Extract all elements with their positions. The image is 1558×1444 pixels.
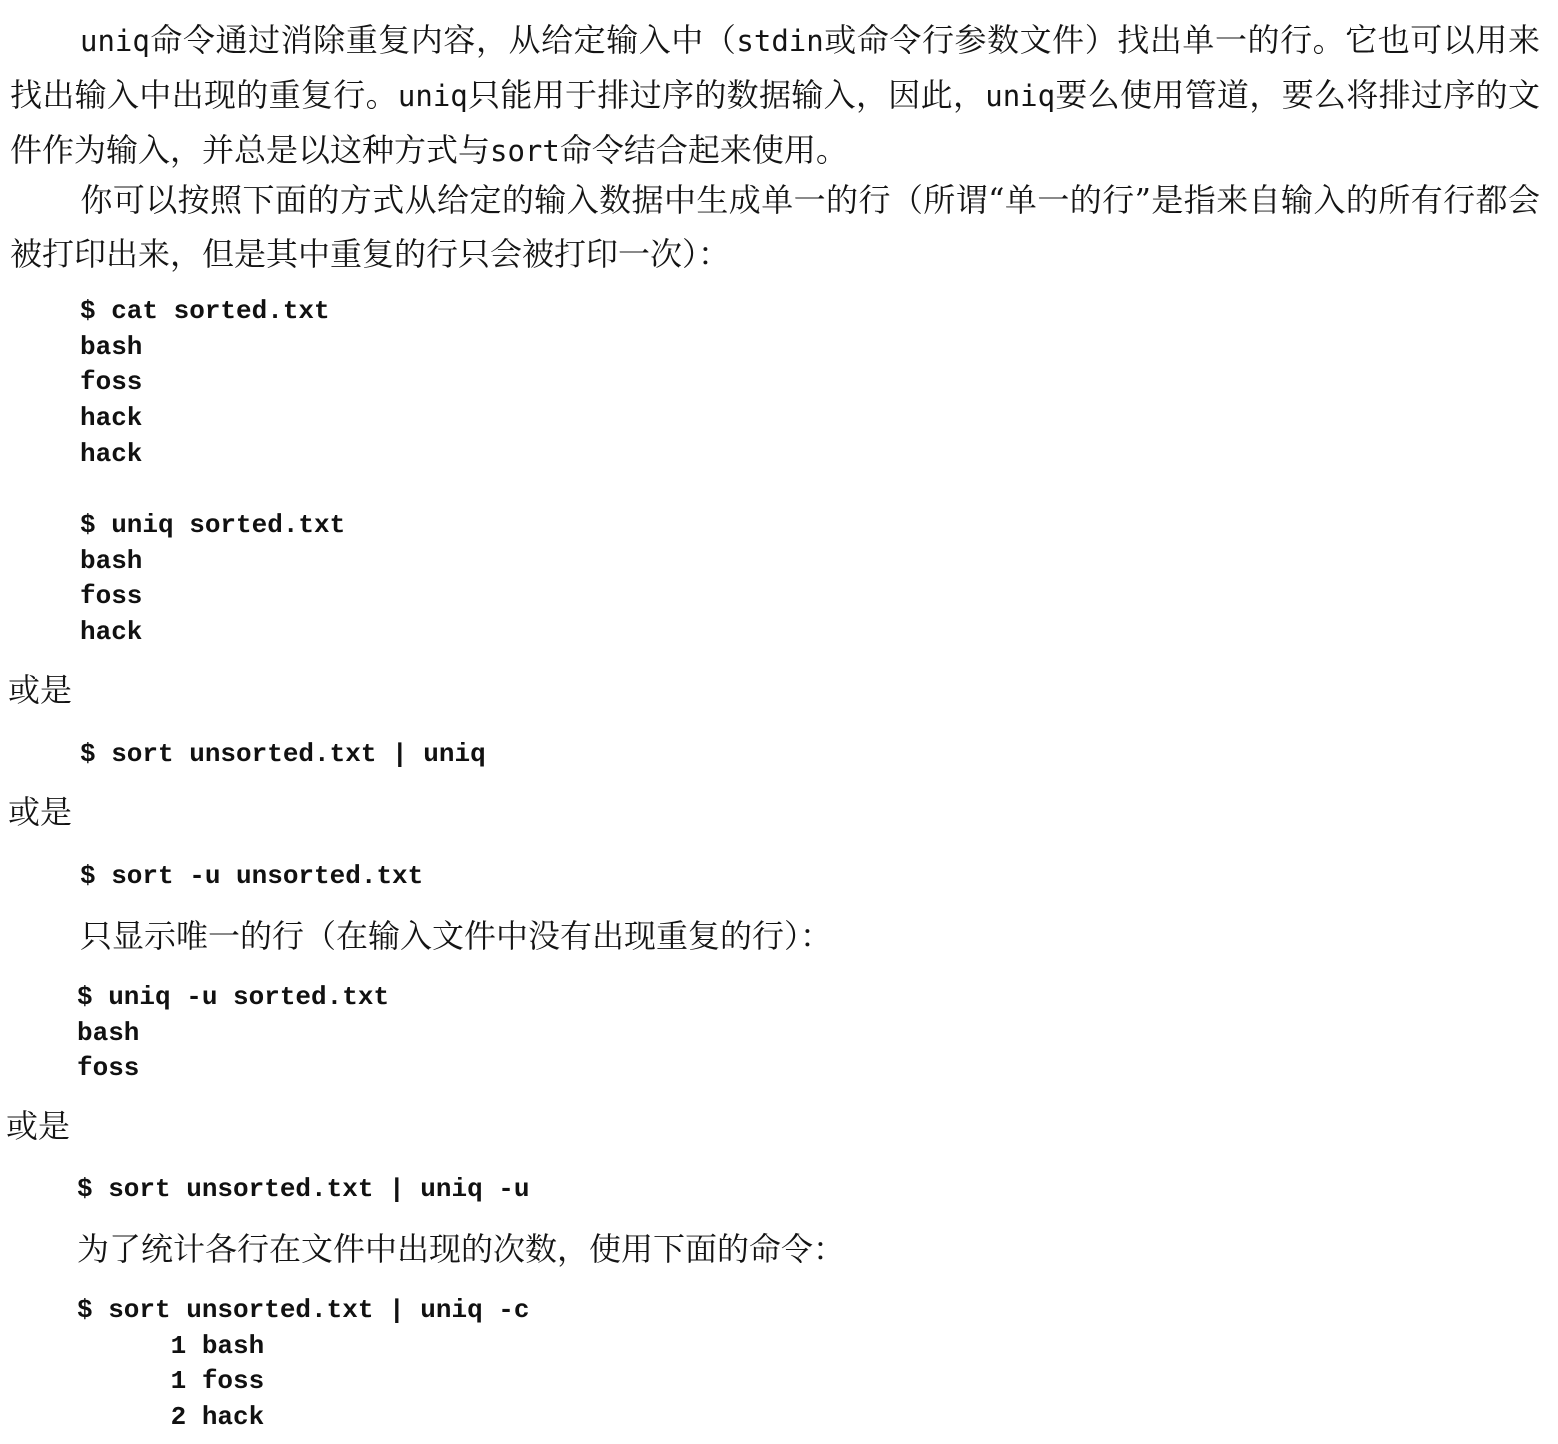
or-label: 或是	[6, 1107, 71, 1145]
code-line: $ sort unsorted.txt | uniq -u	[77, 1174, 530, 1204]
code-block-uniq-c	[77, 1293, 529, 1436]
code-line: $ uniq sorted.txt	[80, 510, 346, 540]
text-run: 你可以按照下面的方式从给定的输入数据中生成单一的行（所谓“单一的行”是指来自输入的所有行都会被打印出来，但是其中重复的行只会被打印一次）：	[10, 181, 1540, 273]
code-term: sort	[490, 134, 560, 168]
code-line: 1 foss	[77, 1366, 265, 1397]
code-line: $ sort -u unsorted.txt	[80, 861, 424, 891]
code-block-uniq-u	[77, 980, 389, 1087]
code-term: uniq	[80, 24, 150, 58]
code-line: foss	[80, 581, 143, 612]
or-label: 或是	[8, 671, 73, 709]
code-line: bash	[80, 331, 143, 362]
code-line: hack	[80, 403, 143, 434]
code-line: foss	[80, 367, 143, 398]
code-line: 2 hack	[77, 1402, 265, 1433]
code-line: 1 bash	[77, 1330, 265, 1361]
unique-lines-paragraph: 只显示唯一的行（在输入文件中没有出现重复的行）：	[80, 917, 833, 955]
text-run: 要么使用管道，要么将排过序的文件作为输入，并总是以这种方式与	[10, 76, 1540, 169]
code-line: $ cat sorted.txt	[80, 296, 330, 326]
code-line: hack	[80, 438, 143, 469]
code-line: hack	[80, 617, 143, 648]
count-paragraph: 为了统计各行在文件中出现的次数，使用下面的命令：	[77, 1230, 846, 1268]
code-block-uniq-sorted	[80, 508, 345, 651]
code-block-cat-sorted	[80, 294, 330, 472]
code-block-sort-pipe-uniq-u	[77, 1172, 529, 1208]
text-run: 命令通过消除重复内容，从给定输入中（	[149, 21, 737, 59]
intro-paragraph-uniq	[10, 13, 1540, 178]
text-run: 或命令行参数文件）找出单一的行。它也可以用来找出输入中出现的重复行。	[10, 21, 1540, 114]
or-label: 或是	[8, 793, 73, 831]
code-term: uniq	[397, 79, 468, 113]
code-term: uniq	[985, 79, 1056, 113]
code-line: $ sort unsorted.txt | uniq -c	[77, 1295, 530, 1325]
code-block-sort-u	[80, 859, 423, 895]
code-term: stdin	[736, 24, 824, 58]
code-line: $ sort unsorted.txt | uniq	[80, 739, 486, 769]
code-line: $ uniq -u sorted.txt	[77, 982, 390, 1012]
text-run: 只能用于排过序的数据输入，因此，	[467, 76, 986, 114]
code-line: bash	[77, 1017, 140, 1048]
code-block-sort-pipe-uniq	[80, 737, 486, 773]
text-run: 命令结合起来使用。	[559, 131, 848, 169]
code-line: foss	[77, 1053, 140, 1084]
code-line: bash	[80, 545, 143, 576]
intro-paragraph-unique-lines	[10, 173, 1540, 281]
